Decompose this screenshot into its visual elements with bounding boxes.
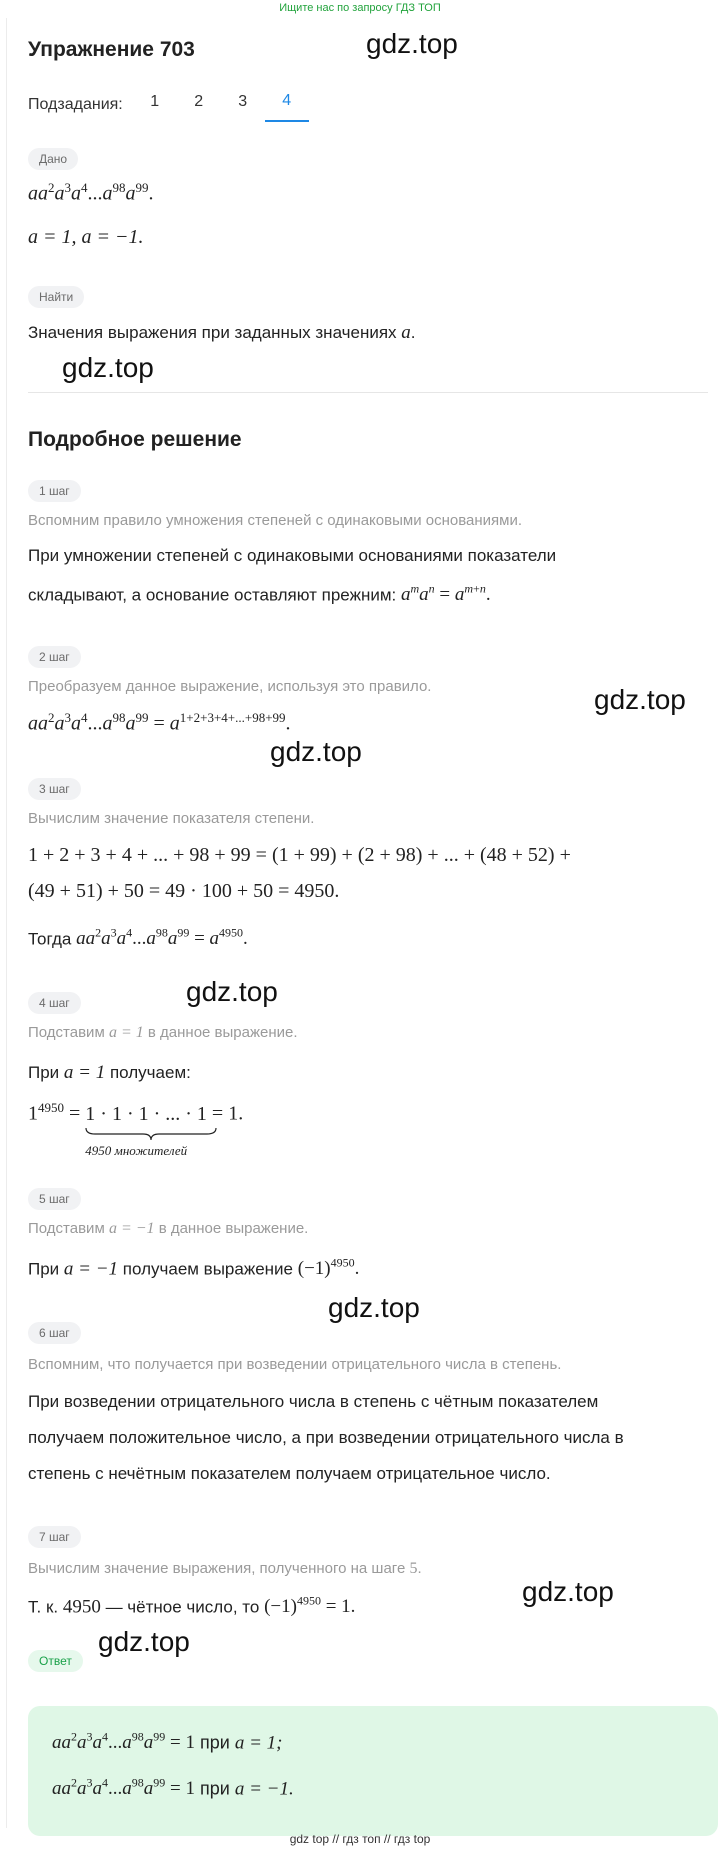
step-4-hint: Подставим a = 1 в данное выражение.: [28, 1024, 298, 1041]
step-7-hint: Вычислим значение выражения, полученного на шаге 5.: [28, 1560, 422, 1577]
step-6-pill: 6 шаг: [28, 1322, 81, 1344]
section-divider: [28, 392, 708, 393]
step-2-hint: Преобразуем данное выражение, используя это правило.: [28, 678, 432, 695]
step-3-sum-line-2: (49 + 51) + 50 = 49 · 100 + 50 = 4950.: [28, 880, 340, 902]
answer-box: [28, 1706, 718, 1836]
step-6-line-3: степень с нечётным показателем получаем отрицательное число.: [28, 1464, 551, 1483]
subtask-tab-4[interactable]: 4: [265, 88, 309, 122]
underbrace-icon: [85, 1127, 217, 1141]
step-4-text: При a = 1 получаем:: [28, 1062, 191, 1083]
step-5-pill: 5 шаг: [28, 1188, 81, 1210]
watermark: gdz.top: [366, 28, 458, 59]
step-5-hint: Подставим a = −1 в данное выражение.: [28, 1220, 309, 1237]
left-rule: [6, 18, 7, 1828]
watermark: gdz.top: [328, 1292, 420, 1323]
answer-pill: Ответ: [28, 1650, 83, 1672]
step-1-hint: Вспомним правило умножения степеней с одинаковыми основаниями.: [28, 512, 522, 529]
step-6-hint: Вспомним, что получается при возведении отрицательного числа в степень.: [28, 1356, 562, 1373]
subtask-tab-3[interactable]: 3: [238, 93, 248, 110]
step-3-then: Тогда $aa^2a^3a^4...a^{98}a^{99} = a^{4950}$.: [28, 926, 248, 950]
subtask-tab-2[interactable]: 2: [194, 93, 204, 110]
step-1-line-2: складывают, а основание оставляют прежним: $a^ma^n = a^{m+n}$.: [28, 582, 491, 606]
footer-links[interactable]: gdz top // гдз топ // гдз top: [289, 1832, 431, 1846]
find-text: Значения выражения при заданных значениях a.: [28, 322, 416, 343]
step-1-pill: 1 шаг: [28, 480, 81, 502]
step-4-calculation: $1^{4950} = 1 \cdot 1 \cdot 1$ · ... · 1 4950 множителей = 1.: [28, 1100, 244, 1158]
subtasks-label: Подзадания:: [28, 96, 123, 113]
search-banner[interactable]: Ищите нас по запросу ГДЗ ТОП: [279, 2, 441, 14]
step-2-formula: $aa^2a^3a^4...a^{98}a^{99} = a^{1+2+3+4+...+98+99}$.: [28, 710, 291, 735]
answer-line-2: $aa^2a^3a^4...a^{98}a^{99} = 1$ при a = −1.: [52, 1776, 294, 1800]
step-3-sum-line-1: 1 + 2 + 3 + 4 + ... + 98 + 99 = (1 + 99) + (2 + 98) + ... + (48 + 52) +: [28, 844, 571, 866]
given-pill: Дано: [28, 148, 78, 170]
watermark: gdz.top: [186, 976, 278, 1007]
step-3-pill: 3 шаг: [28, 778, 81, 800]
page-title: Упражнение 703: [28, 38, 195, 61]
step-1-line-1: При умножении степеней с одинаковыми основаниями показатели: [28, 546, 557, 565]
watermark: gdz.top: [98, 1626, 190, 1657]
watermark: gdz.top: [62, 352, 154, 383]
step-7-text: Т. к. 4950 — чётное число, то $(-1)^{4950} = 1$.: [28, 1594, 356, 1618]
step-6-line-2: получаем положительное число, а при возведении отрицательного числа в: [28, 1428, 624, 1447]
solution-title: Подробное решение: [28, 428, 242, 451]
underbrace: 1 · 1 · 1 · ... · 1 4950 множителей: [85, 1103, 207, 1126]
step-7-pill: 7 шаг: [28, 1526, 81, 1548]
answer-line-1: $aa^2a^3a^4...a^{98}a^{99} = 1$ при a = 1;: [52, 1730, 283, 1754]
subtasks-nav: [28, 88, 309, 122]
subtask-tab-1[interactable]: 1: [150, 93, 160, 110]
watermark: gdz.top: [522, 1576, 614, 1607]
step-6-line-1: При возведении отрицательного числа в степень с чётным показателем: [28, 1392, 599, 1411]
step-4-pill: 4 шаг: [28, 992, 81, 1014]
step-2-pill: 2 шаг: [28, 646, 81, 668]
find-pill: Найти: [28, 286, 84, 308]
watermark: gdz.top: [270, 736, 362, 767]
watermark: gdz.top: [594, 684, 686, 715]
step-5-text: При a = −1 получаем выражение $(-1)^{4950}$.: [28, 1256, 360, 1280]
given-expression: $aa^2a^3a^4...a^{98}a^{99}$.: [28, 180, 154, 205]
given-values: a = 1, a = −1.: [28, 226, 144, 248]
step-3-hint: Вычислим значение показателя степени.: [28, 810, 315, 827]
